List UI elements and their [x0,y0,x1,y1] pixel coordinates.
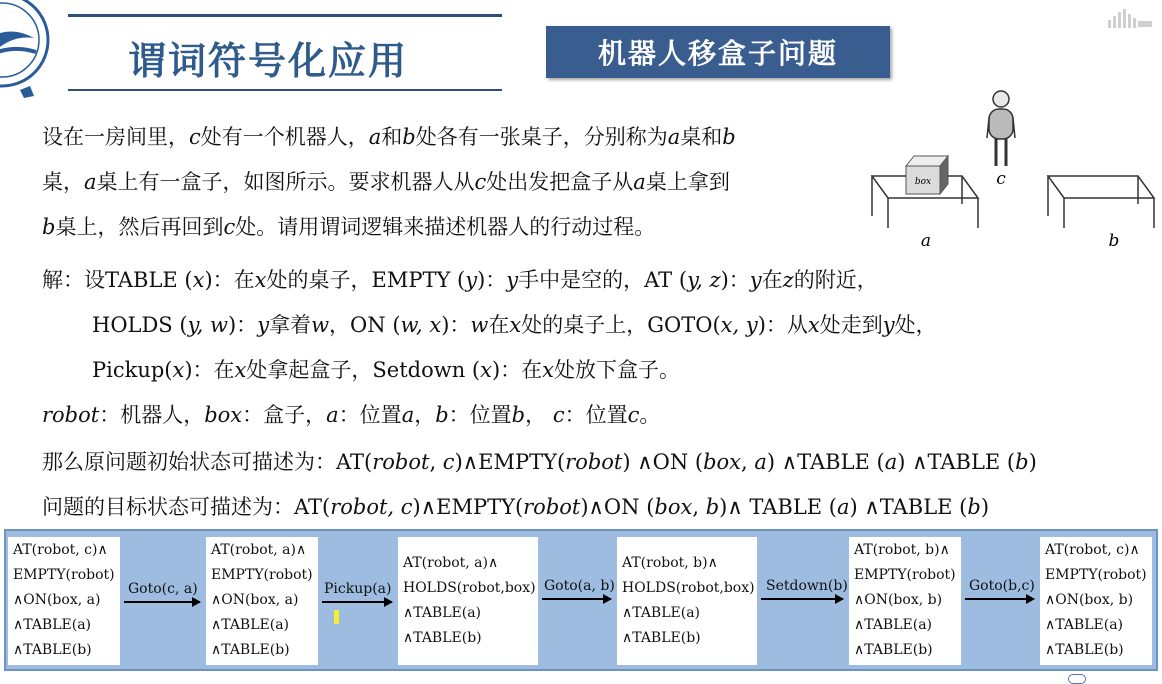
goal-state-line: 问题的目标状态可描述为：AT(robot, c)∧EMPTY(robot)∧ON (box, b)∧ TABLE (a) ∧TABLE (b) [42,495,990,519]
arrow-1 [124,601,200,603]
state-box-3: AT(robot, a)∧ HOLDS(robot,box) ∧TABLE(a) ∧TABLE(b) [398,537,538,665]
page-title: 谓词符号化应用 [128,39,409,83]
solution-line-2: HOLDS (y, w)：y拿着w，ON (w, x)：w在x处的桌子上，GOTO(x, y)：从x处走到y处， [92,313,937,337]
table-b [1048,176,1154,228]
solution-line-3: Pickup(x)：在x处拿起盒子，Setdown (x)：在x处放下盒子。 [92,358,680,382]
action-label-1: Goto(c, a) [128,581,198,597]
university-logo [0,0,52,100]
corner-indicator [1068,674,1086,684]
topic-banner: 机器人移盒子问题 [546,26,890,78]
state-box-4: AT(robot, b)∧ HOLDS(robot,box) ∧TABLE(a) ∧TABLE(b) [617,537,757,665]
state-box-6: AT(robot, c)∧ EMPTY(robot) ∧ON(box, b) ∧TABLE(a) ∧TABLE(b) [1040,537,1152,665]
action-label-5: Goto(b,c) [969,578,1035,594]
action-label-3: Goto(a, b) [544,578,615,594]
solution-line-4: robot：机器人，box：盒子，a：位置a，b：位置b， c：位置c。 [42,403,661,427]
box-icon [906,156,948,194]
initial-state-line: 那么原问题初始状态可描述为：AT(robot, c)∧EMPTY(robot) ∧ON (box, a) ∧TABLE (a) ∧TABLE (b) [42,450,1037,474]
action-label-4: Setdown(b) [766,578,848,594]
box-label: box [914,177,932,187]
header-underline [68,89,502,91]
table-a-label: a [920,231,932,251]
arrow-5 [965,598,1034,600]
arrow-2 [322,601,392,603]
state-box-2: AT(robot, a)∧ EMPTY(robot) ∧ON(box, a) ∧TABLE(a) ∧TABLE(b) [206,537,318,665]
robot-icon [987,91,1015,166]
audio-wave-icon [1106,8,1156,30]
solution-line-1: 解：设TABLE (x)：在x处的桌子，EMPTY (y)：y手中是空的，AT (y, z)：y在z的附近， [42,268,878,292]
arrow-4 [761,598,843,600]
problem-line-3: b桌上，然后再回到c处。请用谓词逻辑来描述机器人的行动过程。 [42,215,656,239]
robot-tables-figure [866,86,1156,258]
text-cursor [334,610,339,624]
state-transition-diagram [4,529,1158,671]
problem-line-1: 设在一房间里，c处有一个机器人，a和b处各有一张桌子，分别称为a桌和b [42,125,736,149]
robot-label: c [996,169,1006,189]
state-box-1: AT(robot, c)∧ EMPTY(robot) ∧ON(box, a) ∧TABLE(a) ∧TABLE(b) [8,537,120,665]
arrow-3 [542,598,611,600]
problem-line-2: 桌，a桌上有一盒子，如图所示。要求机器人从c处出发把盒子从a桌上拿到 [42,170,730,194]
header-top-rule [68,14,502,17]
table-b-label: b [1108,231,1120,251]
action-label-2: Pickup(a) [324,581,392,597]
state-box-5: AT(robot, b)∧ EMPTY(robot) ∧ON(box, b) ∧TABLE(a) ∧TABLE(b) [849,537,961,665]
